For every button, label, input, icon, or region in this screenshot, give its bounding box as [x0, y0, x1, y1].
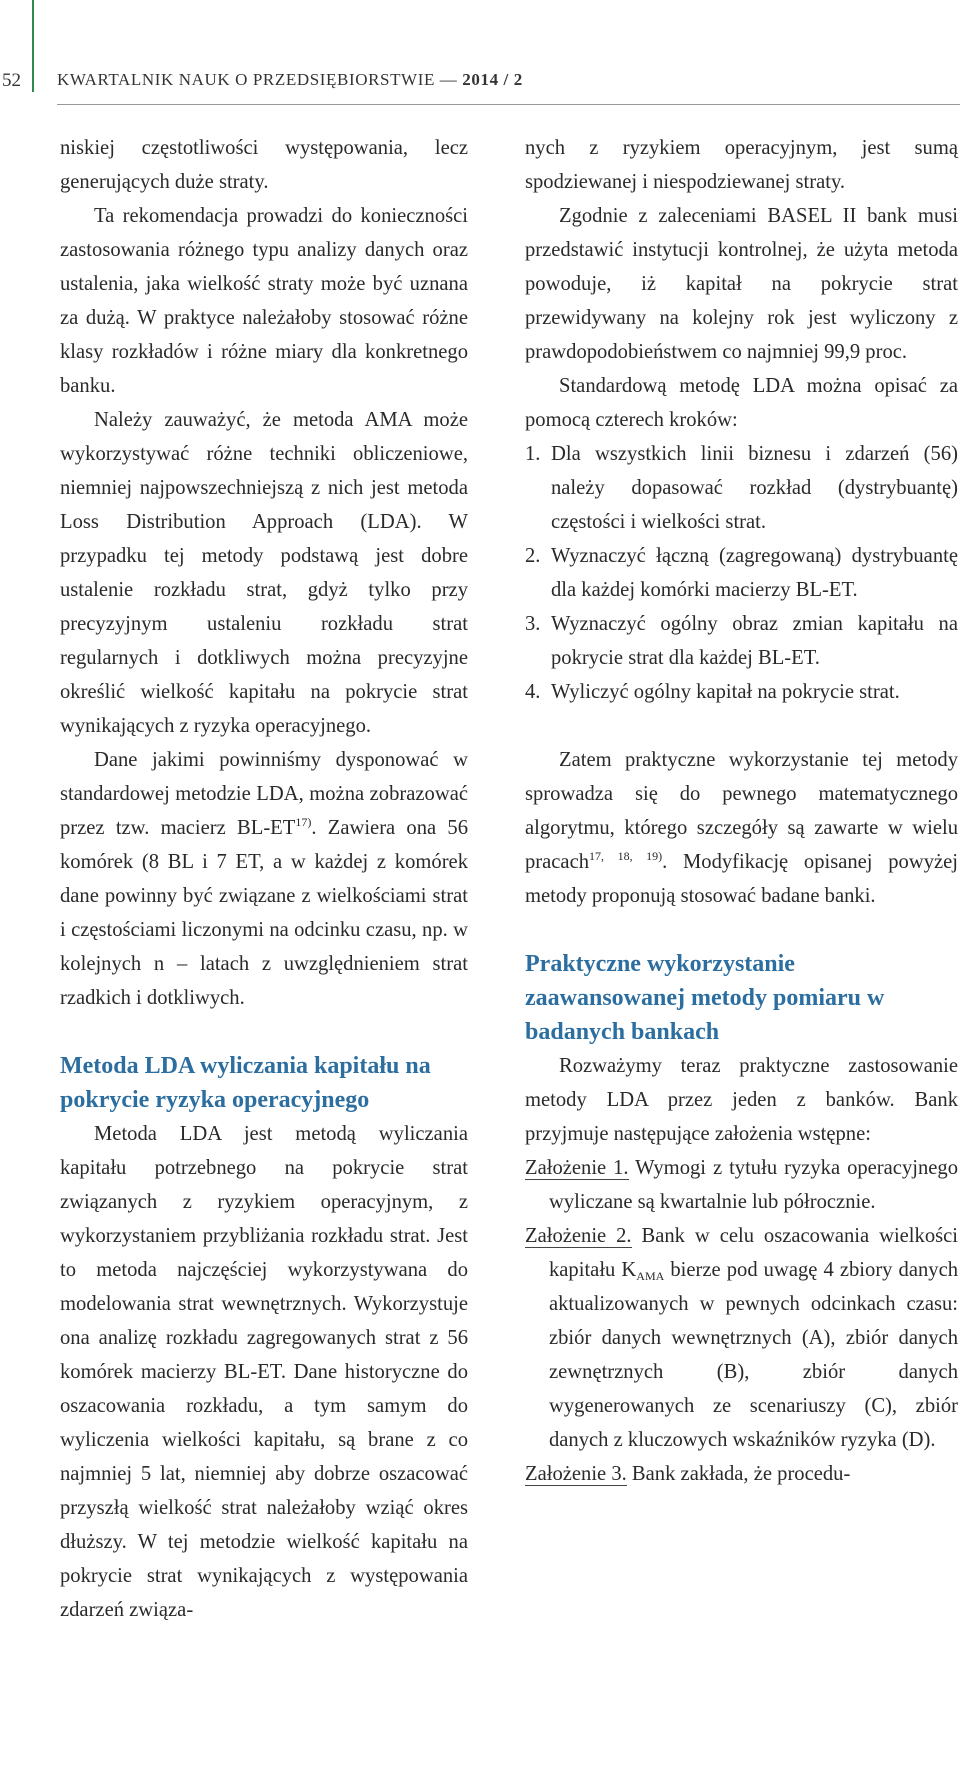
- list-number: 2.: [525, 545, 541, 567]
- paragraph: Ta rekomendacja prowadzi do konieczności zastosowania różnego typu analizy danych oraz ustalenia, jaka wielkość straty może być uznana za dużą. W praktyce należałoby stosować różne klasy rozkładów i różne miary dla konkretnego banku.: [60, 205, 468, 397]
- list-text: Wyznaczyć łączną (zagregowaną) dystrybuantę dla każdej komórki macierzy BL-ET.: [551, 545, 958, 601]
- page-number: 52: [2, 70, 21, 91]
- paragraph: Rozważymy teraz praktyczne zastosowanie metody LDA przez jeden z banków. Bank przyjmuje następujące założenia wstępne:: [525, 1055, 958, 1145]
- list-text: Wyznaczyć ogólny obraz zmian kapitału na pokrycie strat dla każdej BL-ET.: [551, 613, 958, 669]
- section-heading: Metoda LDA wyliczania kapitału na pokrycie ryzyka operacyjnego: [60, 1053, 431, 1113]
- footnote-ref: 17, 18, 19): [589, 849, 663, 863]
- text: Bank zakłada, że procedu-: [626, 1463, 851, 1485]
- assumption-3: [525, 1457, 958, 1491]
- list-number: 1.: [525, 443, 541, 465]
- list-text: Dla wszystkich linii biznesu i zdarzeń (56) należy dopasować rozkład (dystrybuantę) częstości i wielkości strat.: [551, 443, 958, 533]
- section-heading: Praktyczne wykorzystanie zaawansowanej metody pomiaru w badanych bankach: [525, 951, 885, 1045]
- right-column: [525, 131, 958, 1491]
- paragraph: niskiej częstotliwości występowania, lecz generujących duże straty.: [60, 137, 468, 193]
- margin-rule: [32, 0, 34, 92]
- paragraph: Standardową metodę LDA można opisać za pomocą czterech kroków:: [525, 375, 958, 431]
- text: Dane jakimi powinniśmy dysponować w standardowej metodzie LDA, można zobrazować przez tzw. macierz BL-ET: [60, 749, 468, 839]
- header-rule: [57, 104, 960, 105]
- text: . Modyfikację opisanej powyżej metody proponują stosować badane banki.: [525, 851, 958, 907]
- paragraph: Należy zauważyć, że metoda AMA może wykorzystywać różne techniki obliczeniowe, niemniej najpowszechniejszą z nich jest metoda Loss Distribution Approach (LDA). W przypadku tej metody podstawą jest dobre ustalenie rozkładu strat, gdyż tylko przy precyzyjnym ustaleniu rozkładu strat regularnych i dotkliwych można precyzyjne określić wielkość kapitału na pokrycie strat wynikających z ryzyka operacyjnego.: [60, 409, 468, 737]
- list-number: 3.: [525, 613, 541, 635]
- running-header: [57, 70, 523, 90]
- list-item: [525, 607, 958, 675]
- subscript: AMA: [636, 1269, 665, 1283]
- text: Zatem praktyczne wykorzystanie tej metody sprowadza się do pewnego matematycznego algorytmu, którego szczegóły są zawarte w wielu pracach: [525, 749, 958, 873]
- steps-list: [525, 437, 958, 709]
- list-text: Wyliczyć ogólny kapitał na pokrycie strat.: [551, 681, 900, 703]
- assumption-label: Założenie 2.: [525, 1225, 632, 1247]
- list-item: [525, 437, 958, 539]
- paragraph: [525, 743, 958, 913]
- journal-issue: 2014 / 2: [462, 70, 523, 89]
- text: Bank w celu oszacowania wielkości kapitału K: [549, 1225, 958, 1281]
- left-column: [60, 131, 468, 1627]
- journal-title: KWARTALNIK NAUK O PRZEDSIĘBIORSTWIE —: [57, 70, 458, 89]
- text: . Zawiera ona 56 komórek (8 BL i 7 ET, a w każdej z komórek dane powinny być związane z wielkościami strat i częstościami liczonymi na odcinku czasu, np. w kolejnych n – latach z uwzględnieniem strat rzadkich i dotkliwych.: [60, 817, 468, 1009]
- assumption-2: [525, 1219, 958, 1457]
- paragraph: nych z ryzykiem operacyjnym, jest sumą spodziewanej i niespodziewanej straty.: [525, 137, 958, 193]
- assumption-label: Założenie 3.: [525, 1463, 627, 1485]
- paragraph: [60, 743, 468, 1015]
- list-item: [525, 539, 958, 607]
- text: bierze pod uwagę 4 zbiory danych aktualizowanych w pewnych odcinkach czasu: zbiór danych wewnętrznych (A), zbiór danych zewnętrznych (B), zbiór danych wygenerowanych ze scenariuszy (C), zbiór danych z kluczowych wskaźników ryzyka (D).: [549, 1259, 959, 1451]
- assumption-1: [525, 1151, 958, 1219]
- list-item: [525, 675, 958, 709]
- footnote-ref: 17): [295, 815, 312, 829]
- list-number: 4.: [525, 681, 541, 703]
- spacer: [525, 709, 958, 743]
- paragraph: Metoda LDA jest metodą wyliczania kapitału potrzebnego na pokrycie strat związanych z ryzykiem operacyjnym, z wykorzystaniem przybliżania rozkładu strat. Jest to metoda najczęściej wykorzystywana do modelowania strat wewnętrznych. Wykorzystuje ona analizę rozkładu zagregowanych strat z 56 komórek macierzy BL-ET. Dane historyczne do oszacowania rozkładu, a tym samym do wyliczenia wielkości kapitału, są brane z co najmniej 5 lat, niemniej aby dobrze oszacować przyszłą wielkość strat należałoby wziąć okres dłuższy. W tej metodzie wielkość kapitału na pokrycie strat wynikających z występowania zdarzeń związa-: [60, 1123, 468, 1621]
- paragraph: Zgodnie z zaleceniami BASEL II bank musi przedstawić instytucji kontrolnej, że użyta metoda powoduje, iż kapitał na pokrycie strat przewidywany na kolejny rok jest wyliczony z prawdopodobieństwem co najmniej 99,9 proc.: [525, 205, 958, 363]
- assumption-label: Założenie 1.: [525, 1157, 629, 1179]
- text: Wymogi z tytułu ryzyka operacyjnego wyliczane są kwartalnie lub półrocznie.: [549, 1157, 958, 1213]
